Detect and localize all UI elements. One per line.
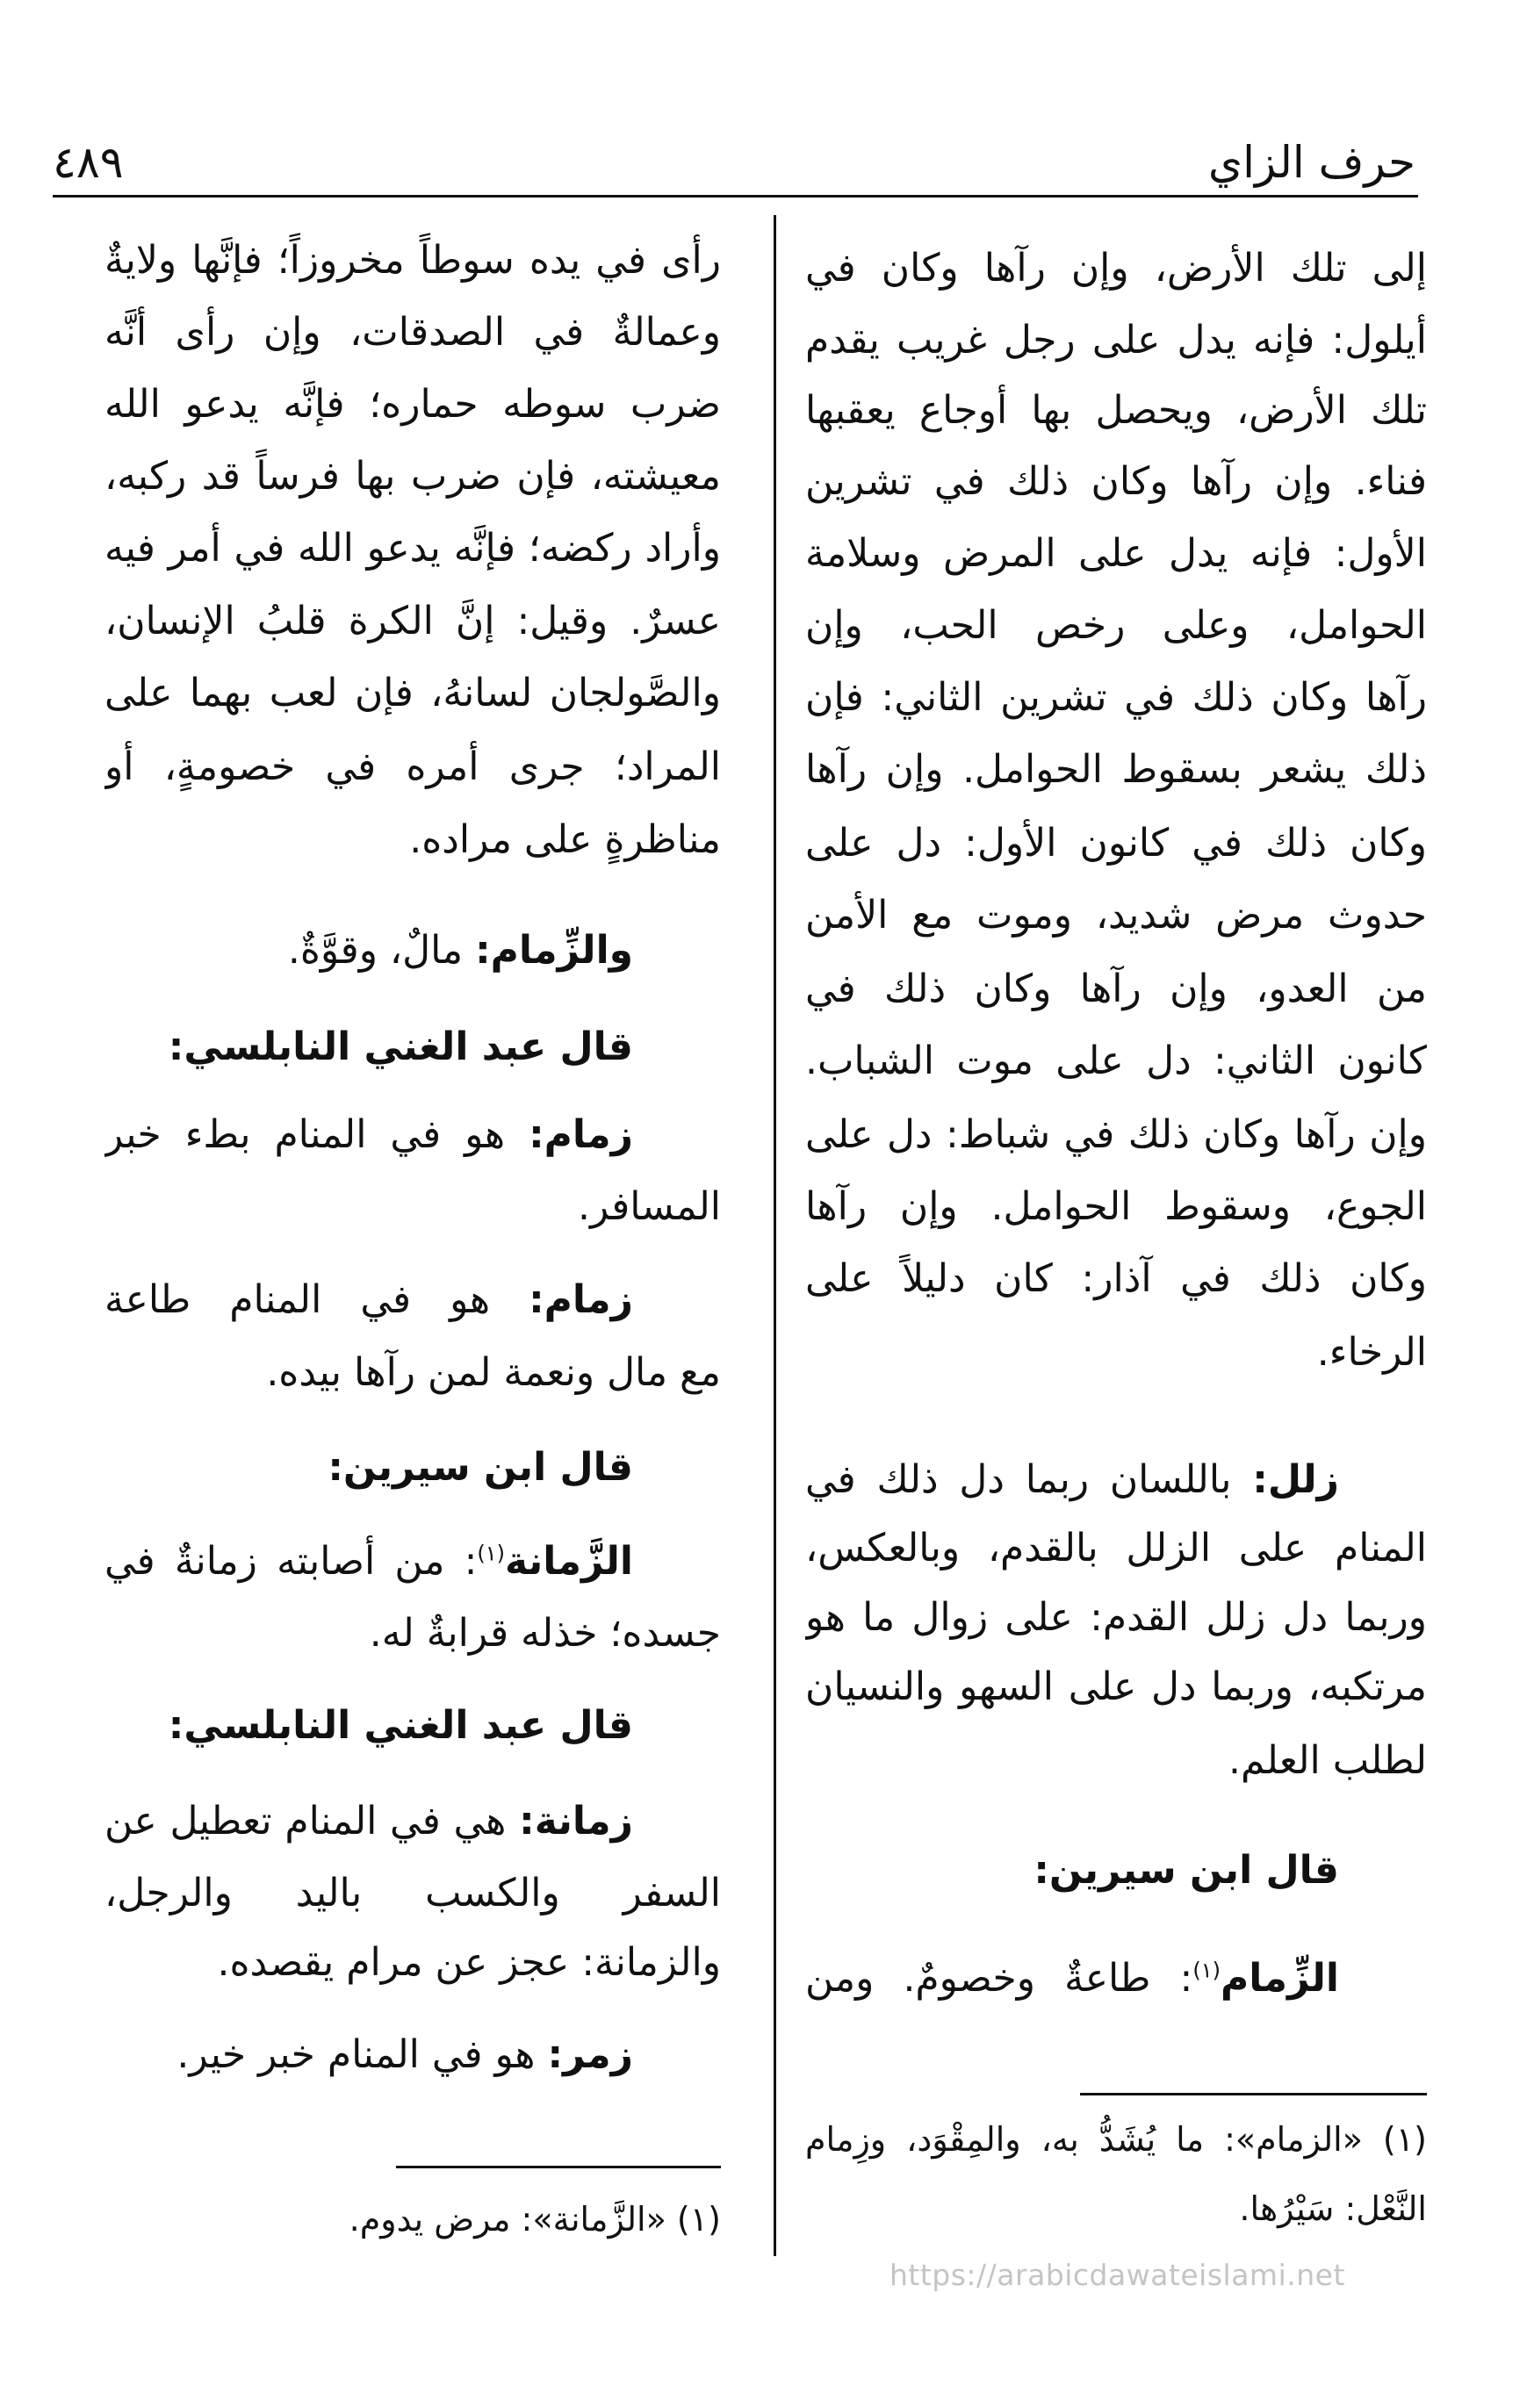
line-text: جسده؛ خذله قرابةٌ له. [369,1611,721,1656]
text-line [805,1942,1427,2016]
text-line [104,1525,721,1599]
text-line [805,1512,1427,1585]
footnote-rule [396,2166,721,2168]
text-line [805,807,1427,881]
line-text: قال عبد الغني النابلسي: [168,1703,633,1748]
line-text: المنام على الزلل بالقدم، وبالعكس، [805,1526,1427,1571]
text-line [805,374,1427,448]
line-text: كانون الثاني: دل على موت الشباب. [805,1039,1427,1083]
line-text: مرتكبه، وربما دل على السهو والنسيان [805,1664,1427,1709]
line-text: الأول: فإنه يدل على المرض وسلامة [805,531,1427,576]
watermark-url: https://arabicdawateislami.net [889,2258,1345,2292]
section-heading [104,1431,721,1505]
text-line [805,1650,1427,1724]
line-text: باللسان ربما دل ذلك في [805,1457,1253,1502]
text-line [805,952,1427,1026]
line-text: الجوع، وسقوط الحوامل. وإن رآها [805,1184,1427,1229]
text-line [104,803,721,877]
text-line [805,1443,1427,1517]
line-text: إلى تلك الأرض، وإن رآها وكان في [805,246,1427,291]
right-column [805,0,1427,2408]
entry-keyword: الزِّمام [1221,1956,1339,2001]
line-text: والزمانة: عجز عن مرام يقصده. [217,1940,721,1985]
text-line [805,1098,1427,1172]
line-text: قال عبد الغني النابلسي: [168,1024,633,1069]
footnote-marker: (١) [1192,1958,1221,1983]
text-line [805,1170,1427,1244]
line-text: فناء. وإن رآها وكان ذلك في تشرين [805,459,1427,504]
line-text: ضرب سوطه حماره؛ فإنَّه يدعو الله [104,382,721,427]
line-text: ذلك يشعر بسقوط الحوامل. وإن رآها [805,747,1427,792]
text-line [805,879,1427,952]
text-line [104,585,721,658]
entry-keyword: زلل: [1252,1457,1339,1502]
entry-keyword: الزَّمانة [505,1539,633,1584]
text-line [104,730,721,804]
entry-keyword: زمانة: [519,1799,633,1844]
line-text: أيلول: فإنه يدل على رجل غريب يقدم [805,318,1427,363]
line-text: السفر والكسب باليد والرجل، [104,1871,721,1916]
line-text: الحوامل، وعلى رخص الحب، وإن [805,603,1427,648]
line-text: وكان ذلك في آذار: كان دليلاً على [805,1256,1427,1301]
column-divider [774,215,776,2256]
text-line [104,2018,721,2092]
text-line [805,661,1427,735]
line-text: عسرٌ. وقيل: إنَّ الكرة قلبُ الإنسان، [104,599,721,643]
text-line [104,1857,721,1930]
footnote: (١) «الزَّمانة»: مرض يدوم. [349,2200,721,2239]
line-text: والصَّولجان لسانهُ، فإن لعب بهما على [104,671,721,715]
text-line [805,733,1427,807]
line-text: مالٌ، وقوَّةٌ. [287,928,476,973]
entry-keyword: زمام: [529,1112,633,1157]
footnote: (١) «الزمام»: ما يُشَدُّ به، والمِقْوَد، وزِمام [805,2120,1427,2159]
text-line [104,512,721,586]
line-text: وأراد ركضه؛ فإنَّه يدعو الله في أمر فيه [104,526,721,571]
line-text: وربما دل زلل القدم: على زوال ما هو [805,1595,1427,1640]
line-text: هي في المنام تعطيل عن [104,1799,520,1844]
text-line [104,224,721,298]
line-text: وكان ذلك في كانون الأول: دل على [805,821,1427,866]
line-text: : من أصابته زمانةٌ في [104,1539,478,1584]
section-heading [104,1689,721,1763]
line-text: المسافر. [577,1184,721,1229]
text-line [104,1170,721,1244]
line-text: حدوث مرض شديد، وموت مع الأمن [805,893,1427,938]
line-text: قال ابن سيرين: [1033,1848,1339,1893]
text-line [104,440,721,514]
line-text: من العدو، وإن رآها وكان ذلك في [805,967,1427,1011]
text-line [104,1785,721,1858]
text-line [805,445,1427,519]
line-text: معيشته، فإن ضرب بها فرساً قد ركبه، [104,454,721,499]
text-line [104,657,721,730]
line-text: هو في المنام طاعة [104,1277,491,1322]
text-line [805,589,1427,663]
text-line [805,1724,1427,1798]
text-line [805,1024,1427,1098]
left-column [104,0,721,2408]
text-line [104,296,721,370]
text-line [805,517,1427,591]
line-text: وعمالةٌ في الصدقات، وإن رأى أنَّه [104,310,721,355]
entry-keyword: زمر: [547,2032,633,2077]
line-text: الرخاء. [1316,1330,1427,1375]
line-text: تلك الأرض، ويحصل بها أوجاع يعقبها [805,388,1427,433]
footnote-marker: (١) [477,1541,506,1566]
text-line [104,368,721,442]
line-text: هو في المنام بطء خبر [104,1112,506,1157]
section-heading [104,1010,721,1084]
text-line [104,914,721,988]
line-text: هو في المنام خبر خير. [176,2032,548,2077]
text-line [805,232,1427,305]
text-line [805,1316,1427,1390]
entry-keyword: زمام: [529,1277,633,1322]
section-heading [805,1834,1427,1908]
line-text: مناظرةٍ على مراده. [409,817,721,862]
text-line [104,1597,721,1671]
footnote-rule [1080,2093,1427,2095]
text-line [805,1242,1427,1316]
footnote: النَّعْل: سَيْرُها. [1239,2189,1427,2228]
text-line [104,1263,721,1337]
line-text: : طاعةٌ وخصومٌ. ومن [805,1956,1193,2001]
text-line [805,304,1427,377]
page-number: ٤٨٩ [53,137,124,188]
line-text: المراد؛ جرى أمره في خصومةٍ، أو [104,744,721,789]
line-text: قال ابن سيرين: [328,1445,633,1490]
line-text: لطلب العلم. [1228,1738,1427,1783]
text-line [805,1581,1427,1655]
text-line [104,1926,721,2000]
line-text: رآها وكان ذلك في تشرين الثاني: فإن [805,675,1427,720]
line-text: وإن رآها وكان ذلك في شباط: دل على [805,1112,1427,1157]
running-title: حرف الزاي [1208,137,1415,188]
text-line [104,1336,721,1410]
text-line [104,1098,721,1172]
line-text: رأى في يده سوطاً مخروزاً؛ فإنَّها ولايةٌ [104,238,721,283]
entry-keyword: والزِّمام: [475,928,633,973]
line-text: مع مال ونعمة لمن رآها بيده. [266,1350,721,1395]
